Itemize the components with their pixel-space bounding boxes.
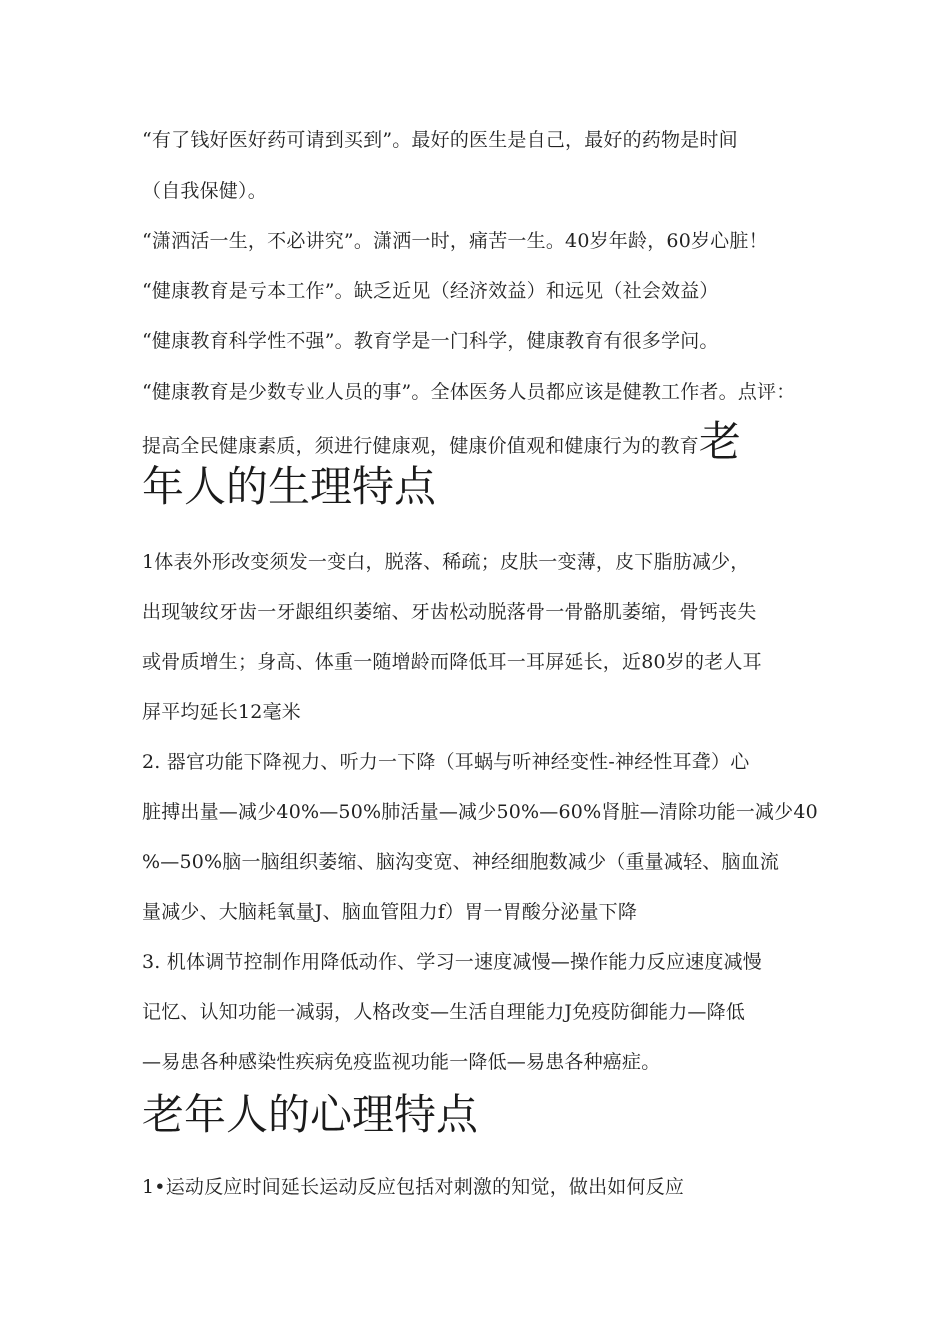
physio-line-2: 出现皱纹牙齿一牙龈组织萎缩、牙齿松动脱落骨一骨骼肌萎缩，骨钙丧失 bbox=[142, 601, 757, 623]
intro-line-6: “健康教育是少数专业人员的事”。全体医务人员都应该是健教工作者。点评： bbox=[142, 381, 796, 403]
physio-line-1: 1体表外形改变须发一变白，脱落、稀疏；皮肤一变薄，皮下脂肪减少， bbox=[142, 551, 750, 573]
intro-line-1: “有了钱好医好药可请到买到”。最好的医生是自己，最好的药物是时间 bbox=[142, 129, 738, 151]
physio-line-6: 脏搏出量—减少40%—50%肺活量—减少50%—60%肾脏—清除功能一减少40 bbox=[142, 801, 818, 823]
intro-line-7: 提高全民健康素质，须进行健康观，健康价值观和健康行为的教育 bbox=[142, 435, 699, 457]
physio-line-10: 记忆、认知功能一减弱，人格改变—生活自理能力J免疫防御能力—降低 bbox=[142, 1001, 746, 1023]
intro-line-5: “健康教育科学性不强”。教育学是一门科学，健康教育有很多学问。 bbox=[142, 330, 719, 352]
heading-psychology: 老年人的心理特点 bbox=[142, 1090, 479, 1139]
intro-line-3: “潇洒活一生，不必讲究”。潇洒一时，痛苦一生。40岁年龄，60岁心脏！ bbox=[142, 230, 768, 252]
heading-physiology: 年人的生理特点 bbox=[142, 462, 437, 511]
physio-line-11: —易患各种感染性疾病免疫监视功能一降低—易患各种癌症。 bbox=[142, 1051, 661, 1073]
heading-physiology-first-char: 老 bbox=[698, 417, 742, 466]
physio-line-8: 量减少、大脑耗氧量J、脑血管阻力f）胃一胃酸分泌量下降 bbox=[142, 901, 638, 923]
intro-line-4: “健康教育是亏本工作”。缺乏近见（经济效益）和远见（社会效益） bbox=[142, 280, 719, 302]
physio-line-3: 或骨质增生；身高、体重一随增龄而降低耳一耳屏延长，近80岁的老人耳 bbox=[142, 651, 762, 673]
physio-line-4: 屏平均延长12毫米 bbox=[142, 701, 301, 723]
physio-line-9: 3. 机体调节控制作用降低动作、学习一速度减慢—操作能力反应速度减慢 bbox=[142, 951, 762, 973]
psych-line-1: 1•运动反应时间延长运动反应包括对刺激的知觉，做出如何反应 bbox=[142, 1176, 685, 1198]
physio-line-5: 2. 器官功能下降视力、听力一下降（耳蜗与听神经变性-神经性耳聋）心 bbox=[142, 751, 750, 773]
intro-line-7-with-heading-start bbox=[142, 417, 742, 466]
intro-line-2: （自我保健）。 bbox=[142, 180, 267, 202]
physio-line-7: %—50%脑一脑组织萎缩、脑沟变宽、神经细胞数减少（重量减轻、脑血流 bbox=[142, 851, 780, 873]
